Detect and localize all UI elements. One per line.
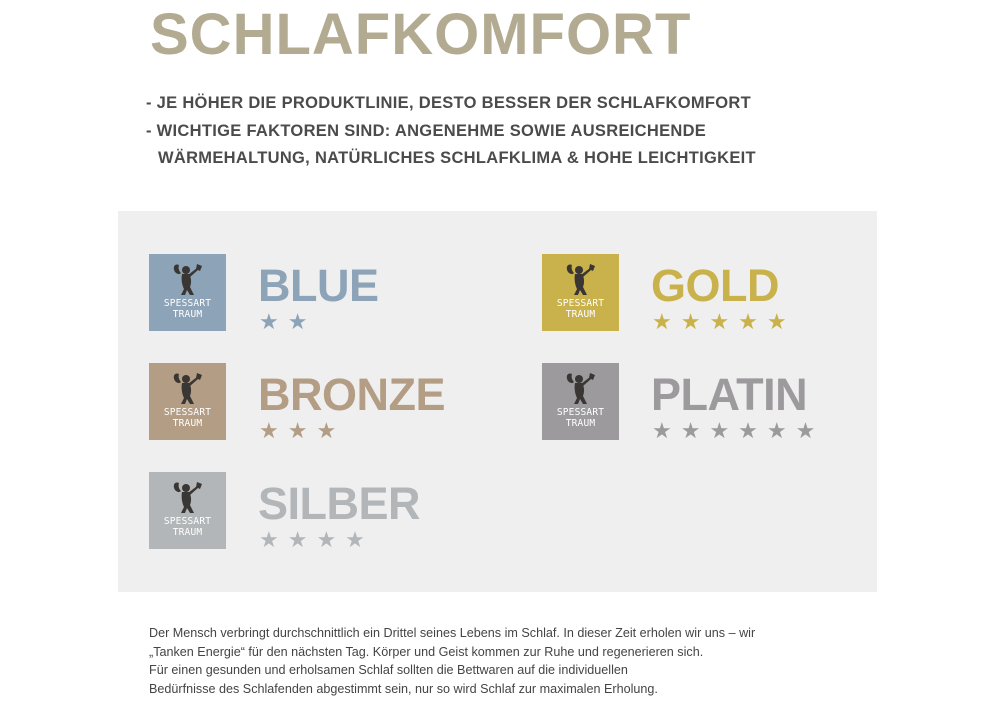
star-rating: ★★★★ bbox=[259, 528, 374, 553]
description-text bbox=[149, 624, 755, 699]
bullet-item: - JE HÖHER DIE PRODUKTLINIE, DESTO BESSER DER SCHLAFKOMFORT bbox=[146, 94, 752, 112]
star-rating: ★★ bbox=[259, 310, 317, 335]
angel-icon bbox=[171, 371, 204, 405]
tier-name: GOLD bbox=[651, 260, 779, 311]
tier-name: SILBER bbox=[258, 478, 421, 529]
logo-text: TRAUM bbox=[172, 527, 203, 538]
logo-text: TRAUM bbox=[172, 418, 203, 429]
spessart-traum-logo bbox=[542, 363, 619, 440]
bullet-item: - WICHTIGE FAKTOREN SIND: ANGENEHME SOWIE AUSREICHENDE bbox=[146, 121, 707, 140]
logo-text: SPESSART bbox=[163, 407, 212, 418]
logo-text: TRAUM bbox=[565, 309, 596, 320]
page-title: SCHLAFKOMFORT bbox=[150, 2, 692, 67]
logo-text: SPESSART bbox=[556, 407, 605, 418]
description-line: Für einen gesunden und erholsamen Schlaf sollten die Bettwaren auf die individuellen bbox=[149, 663, 628, 678]
tier-name: BLUE bbox=[258, 260, 379, 311]
spessart-traum-logo bbox=[149, 363, 226, 440]
star-rating: ★★★ bbox=[259, 419, 346, 444]
product-lines-panel bbox=[118, 211, 877, 592]
logo-text: TRAUM bbox=[172, 309, 203, 320]
description-line: Bedürfnisse des Schlafenden abgestimmt sein, nur so wird Schlaf zur maximalen Erholung. bbox=[149, 682, 658, 697]
spessart-traum-logo bbox=[149, 254, 226, 331]
angel-icon bbox=[171, 480, 204, 514]
spessart-traum-logo bbox=[149, 472, 226, 549]
logo-text: TRAUM bbox=[565, 418, 596, 429]
logo-text: SPESSART bbox=[163, 298, 212, 309]
star-rating: ★★★★★ bbox=[652, 310, 796, 335]
logo-text: SPESSART bbox=[163, 516, 212, 527]
bullet-item-continuation: WÄRMEHALTUNG, NATÜRLICHES SCHLAFKLIMA & HOHE LEICHTIGKEIT bbox=[158, 149, 756, 167]
tier-name: BRONZE bbox=[258, 369, 445, 420]
description-line: „Tanken Energie“ für den nächsten Tag. Körper und Geist kommen zur Ruhe und regenerieren sich. bbox=[149, 644, 704, 659]
logo-text: SPESSART bbox=[556, 298, 605, 309]
angel-icon bbox=[171, 262, 204, 296]
bullet-list bbox=[146, 90, 756, 173]
tier-name: PLATIN bbox=[651, 369, 808, 420]
angel-icon bbox=[564, 262, 597, 296]
description-line: Der Mensch verbringt durchschnittlich ein Drittel seines Lebens im Schlaf. In dieser Zeit erholen wir uns – wir bbox=[149, 626, 756, 640]
angel-icon bbox=[564, 371, 597, 405]
star-rating: ★★★★★★ bbox=[652, 419, 825, 444]
spessart-traum-logo bbox=[542, 254, 619, 331]
